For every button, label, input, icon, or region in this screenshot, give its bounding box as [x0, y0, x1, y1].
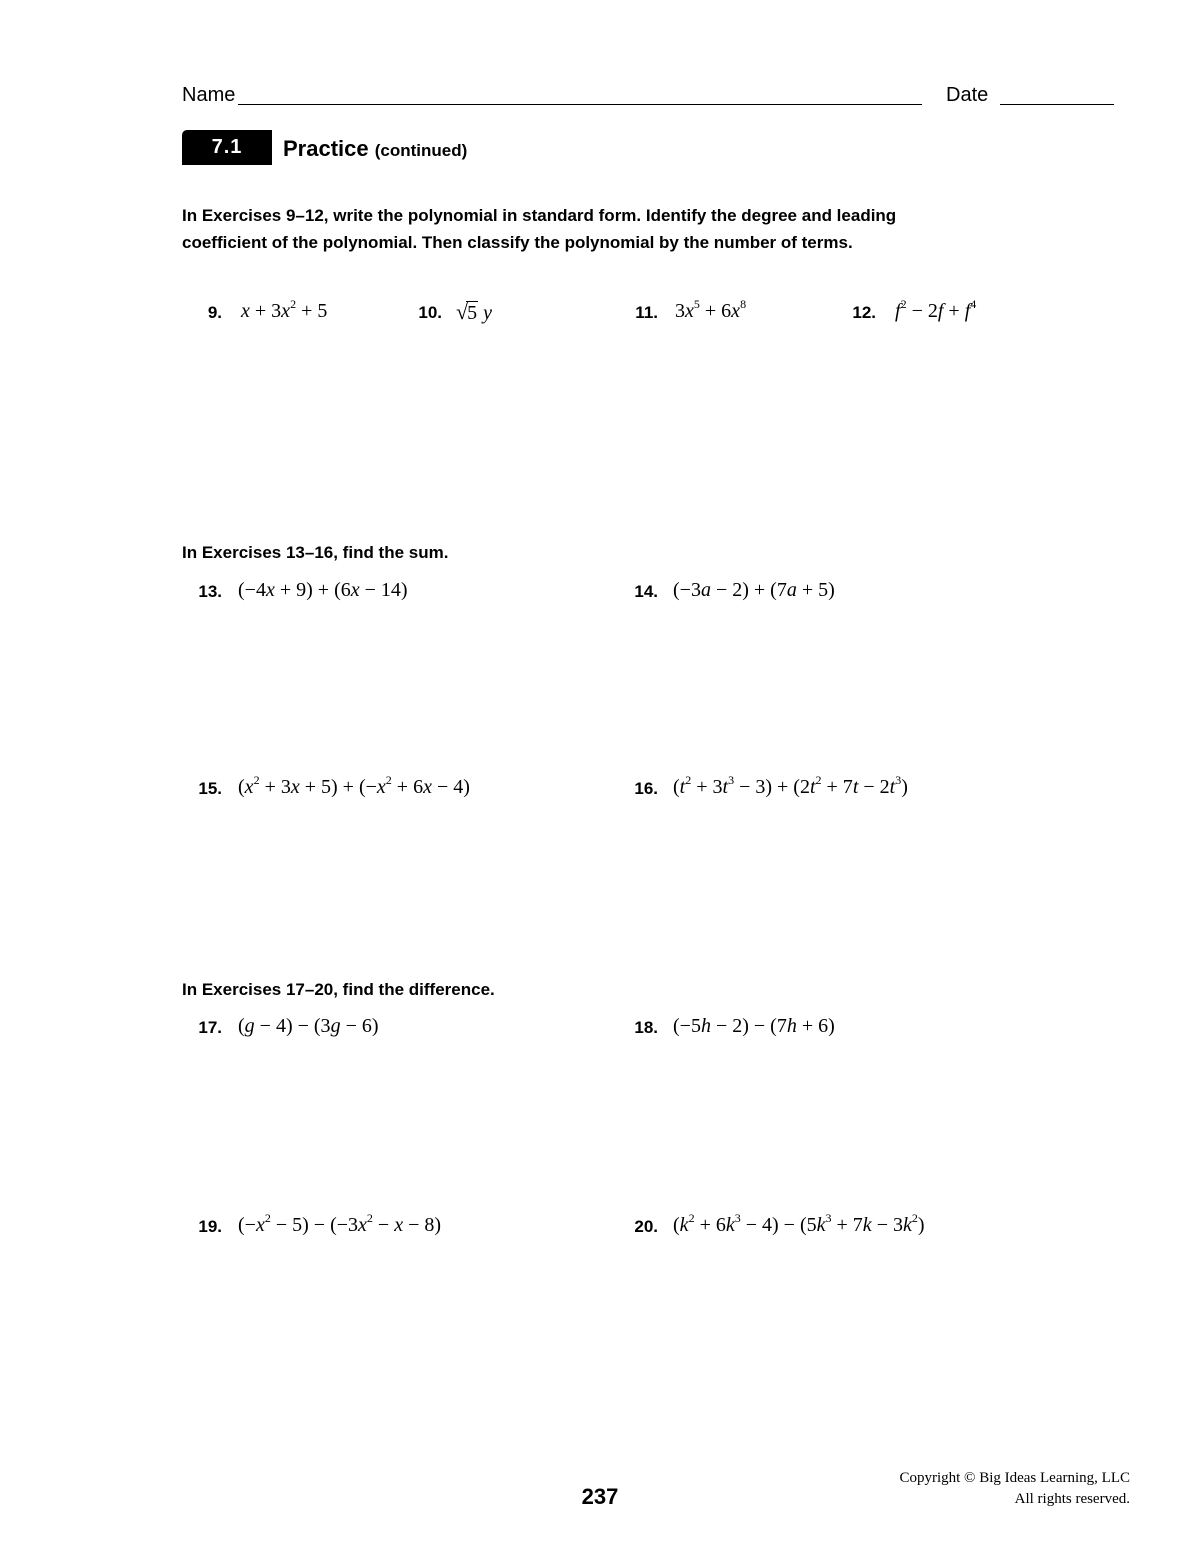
copyright-line-2: All rights reserved.: [1014, 1491, 1130, 1507]
exercise-11-number: 11.: [635, 303, 658, 322]
exercise-11-expression: $3x^5 + 6x^8$: [675, 297, 747, 322]
exercise-16-number: 16.: [634, 779, 658, 798]
exercise-14-expression: (−3a − 2) + (7a + 5): [673, 579, 835, 601]
exercise-18-number: 18.: [634, 1018, 658, 1037]
exercise-10-number: 10.: [418, 303, 442, 322]
exercise-20-expression: $(k^2 + 6k^3 - 4) - (5k^3 + 7k - 3k^2)$: [673, 1211, 925, 1236]
exercise-13-expression: (−4x + 9) + (6x − 14): [238, 579, 408, 601]
exercise-17-expression: (g − 4) − (3g − 6): [238, 1015, 379, 1037]
exercise-15-number: 15.: [198, 779, 222, 798]
exercise-15-expression: $(x^2 + 3x + 5) + (-x^2 + 6x - 4)$: [238, 773, 470, 798]
exercise-10-expression: √5 y: [456, 299, 492, 324]
exercise-13-number: 13.: [198, 582, 222, 601]
section-title: [283, 136, 467, 162]
instructions-17-20: In Exercises 17–20, find the difference.: [182, 980, 495, 999]
exercise-20-number: 20.: [634, 1217, 658, 1236]
exercise-9-expression: $x + 3x^2 + 5$: [241, 297, 328, 322]
section-title-sub: (continued): [374, 141, 468, 160]
date-label: Date: [946, 84, 989, 106]
exercise-19-expression: $(-x^2 - 5) - (-3x^2 - x - 8)$: [238, 1211, 442, 1236]
date-blank-line: [1000, 104, 1114, 105]
section-title-main: Practice: [283, 136, 369, 161]
name-label: Name: [182, 84, 236, 106]
exercise-19-number: 19.: [198, 1217, 222, 1236]
exercise-17-number: 17.: [198, 1018, 222, 1037]
instructions-13-16: In Exercises 13–16, find the sum.: [182, 543, 449, 562]
exercise-16-expression: $(t^2 + 3t^3 - 3) + (2t^2 + 7t - 2t^3)$: [673, 773, 908, 798]
name-blank-line: [238, 104, 922, 105]
lesson-badge: 7.1: [182, 130, 272, 165]
instructions-9-12: In Exercises 9–12, write the polynomial in standard form. Identify the degree and leading coefficient of the polynomial. Then classify the polynomial by the number of terms.: [182, 206, 897, 252]
copyright-line-1: Copyright © Big Ideas Learning, LLC: [899, 1470, 1130, 1486]
exercise-14-number: 14.: [634, 582, 658, 601]
exercise-12-expression: $f^2 - 2f + f^4$: [895, 297, 977, 322]
exercise-9-number: 9.: [207, 303, 222, 322]
exercise-12-number: 12.: [852, 303, 876, 322]
copyright-notice: [830, 1468, 1130, 1510]
page-number: 237: [581, 1484, 619, 1509]
exercise-18-expression: (−5h − 2) − (7h + 6): [673, 1015, 835, 1037]
